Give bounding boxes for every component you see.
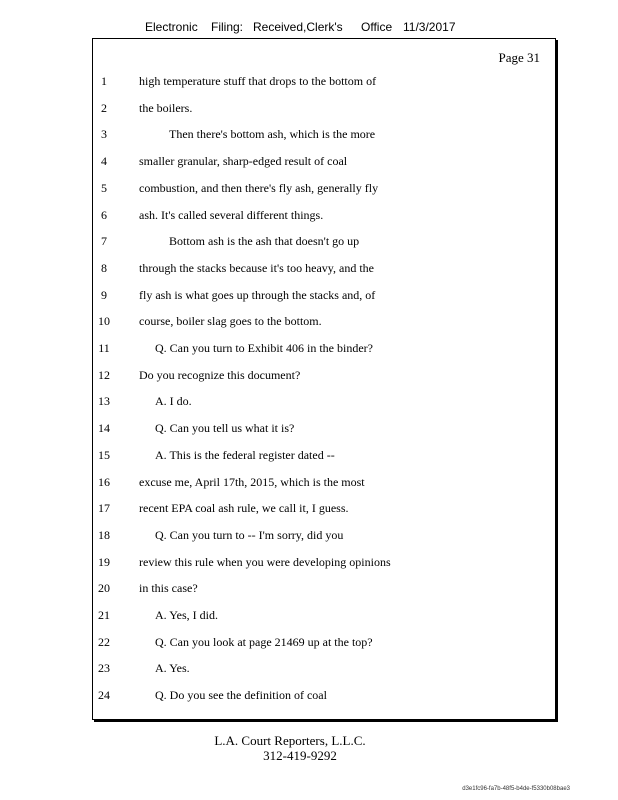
line-text: recent EPA coal ash rule, we call it, I guess.: [139, 501, 349, 516]
line-number: 15: [98, 447, 110, 462]
line-text: Q. Can you tell us what it is?: [155, 421, 295, 436]
document-id: d3e1fc96-fa7b-48f5-b4de-f5330b08bae3: [462, 786, 570, 792]
line-number: 18: [98, 527, 110, 542]
line-text: Bottom ash is the ash that doesn't go up: [169, 234, 360, 249]
line-number: 10: [98, 314, 110, 329]
line-number: 5: [101, 180, 107, 195]
line-number: 8: [101, 260, 107, 275]
footer-phone: 312-419-9292: [263, 748, 337, 763]
line-number: 14: [98, 421, 110, 436]
line-number: 2: [101, 100, 107, 115]
filing-header: [0, 20, 618, 36]
line-number: 24: [98, 688, 110, 703]
line-number: 7: [101, 234, 107, 249]
line-number: 23: [98, 661, 110, 676]
line-number: 3: [101, 127, 107, 142]
line-text: excuse me, April 17th, 2015, which is the most: [139, 474, 365, 489]
line-number: 16: [98, 474, 110, 489]
line-number: 13: [98, 394, 110, 409]
line-text: Do you recognize this document?: [139, 367, 301, 382]
footer-company: L.A. Court Reporters, L.L.C.: [214, 733, 366, 748]
line-number: 22: [98, 634, 110, 649]
line-text: through the stacks because it's too heavy, and the: [139, 260, 374, 275]
line-text: course, boiler slag goes to the bottom.: [139, 314, 322, 329]
line-number: 17: [98, 501, 110, 516]
line-text: fly ash is what goes up through the stacks and, of: [139, 287, 376, 302]
line-number: 11: [98, 341, 110, 355]
filing-header-filing: Filing:: [211, 20, 244, 34]
filing-header-electronic: Electronic: [145, 20, 198, 34]
line-text: the boilers.: [139, 100, 193, 115]
line-text: Q. Can you look at page 21469 up at the top?: [155, 634, 373, 649]
line-text: smaller granular, sharp-edged result of coal: [139, 154, 348, 169]
line-text: A. Yes.: [155, 661, 190, 676]
line-text: review this rule when you were developing opinions: [139, 554, 391, 569]
line-text: Q. Do you see the definition of coal: [155, 688, 327, 703]
line-text: ash. It's called several different things.: [139, 207, 324, 222]
line-text: A. Yes, I did.: [155, 608, 219, 622]
line-number: 12: [98, 367, 110, 382]
line-number: 1: [101, 74, 107, 88]
filing-header-date: 11/3/2017: [403, 20, 456, 34]
filing-header-office: Office: [361, 20, 393, 34]
line-number: 20: [98, 581, 110, 596]
line-text: Then there's bottom ash, which is the more: [169, 127, 376, 142]
line-number: 21: [98, 608, 110, 622]
line-number: 9: [101, 287, 107, 302]
line-text: Q. Can you turn to Exhibit 406 in the binder?: [155, 341, 373, 355]
line-text: A. I do.: [155, 394, 192, 409]
filing-header-received: Received,Clerk's: [253, 20, 343, 34]
line-text: combustion, and then there's fly ash, generally fly: [139, 180, 379, 195]
line-text: high temperature stuff that drops to the bottom of: [139, 74, 377, 88]
line-number: 4: [101, 154, 107, 169]
page-number: Page 31: [498, 50, 540, 65]
line-number: 6: [101, 207, 107, 222]
line-text: A. This is the federal register dated --: [155, 447, 335, 462]
line-text: Q. Can you turn to -- I'm sorry, did you: [155, 527, 344, 542]
line-number: 19: [98, 554, 110, 569]
line-text: in this case?: [139, 581, 198, 596]
